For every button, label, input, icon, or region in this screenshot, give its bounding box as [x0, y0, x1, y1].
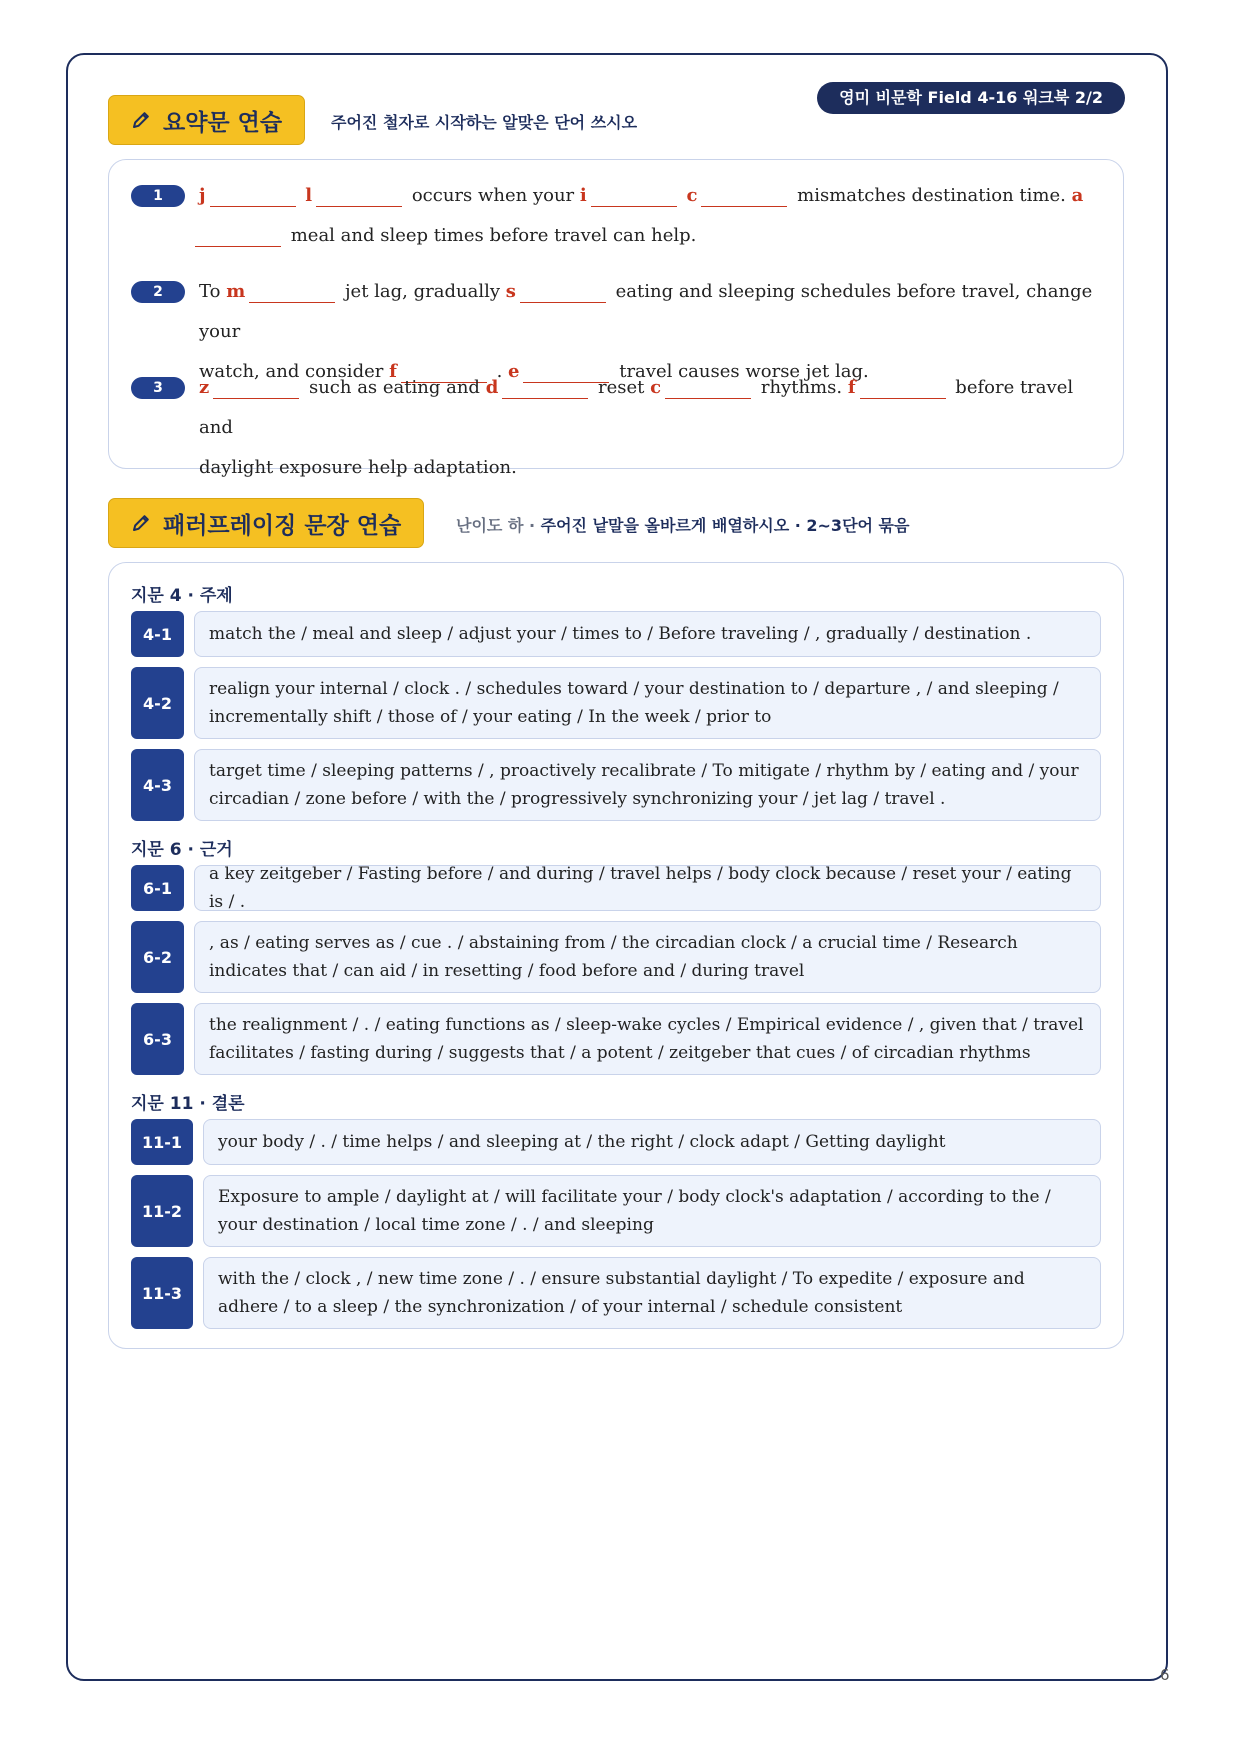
answer-blank[interactable] — [520, 278, 606, 303]
answer-blank[interactable] — [249, 278, 335, 303]
summary-item-1 — [131, 176, 1095, 256]
answer-blank[interactable] — [502, 374, 588, 399]
paraphrase-row — [131, 667, 1101, 739]
initial-letter: e — [508, 361, 520, 382]
initial-letter: a — [1071, 185, 1084, 206]
row-number-badge: 4-3 — [131, 749, 184, 821]
row-number-badge: 6-3 — [131, 1003, 184, 1075]
scrambled-sentence: , as / eating serves as / cue . / abstaining from / the circadian clock / a crucial time / Research indicates that / can aid / in resetting / food before and / during travel — [194, 921, 1101, 993]
row-number-badge: 4-2 — [131, 667, 184, 739]
summary-line — [199, 368, 1095, 448]
scrambled-sentence: realign your internal / clock . / schedules toward / your destination to / departure , / and sleeping / incrementally shift / those of / your eating / In the week / prior to — [194, 667, 1101, 739]
summary-section-title-text: 요약문 연습 — [163, 109, 283, 136]
scrambled-sentence: target time / sleeping patterns / , proactively recalibrate / To mitigate / rhythm by / eating and / your circadian / zone before / with the / progressively synchronizing your / jet lag / travel . — [194, 749, 1101, 821]
summary-text: mismatches destination time. — [797, 185, 1066, 206]
initial-letter: c — [650, 377, 662, 398]
paraphrase-row — [131, 1257, 1101, 1329]
initial-letter: d — [485, 377, 499, 398]
initial-letter: f — [389, 361, 397, 382]
summary-text: occurs when your — [411, 185, 575, 206]
paraphrase-row — [131, 1119, 1101, 1165]
summary-text: eating and sleeping schedules before travel, change your — [199, 281, 1093, 342]
answer-blank[interactable] — [591, 182, 677, 207]
summary-line — [199, 448, 1095, 488]
paraphrase-row — [131, 1175, 1101, 1247]
initial-letter: c — [686, 185, 698, 206]
initial-letter: z — [199, 377, 210, 398]
summary-text: rhythms. — [760, 377, 843, 398]
answer-blank[interactable] — [665, 374, 751, 399]
answer-blank[interactable] — [701, 182, 787, 207]
difficulty-label: 난이도 하 · — [456, 516, 536, 535]
passage-group-title: 지문 11 · 결론 — [131, 1094, 245, 1114]
initial-letter: i — [579, 185, 587, 206]
summary-text: meal and sleep times before travel can help. — [290, 225, 697, 246]
paraphrase-box — [108, 562, 1124, 1349]
summary-instruction: 주어진 철자로 시작하는 알맞은 단어 쓰시오 — [331, 113, 638, 132]
paraphrase-instruction-text: 주어진 낱말을 올바르게 배열하시오 · 2~3단어 묶음 — [540, 516, 910, 535]
summary-text: reset — [598, 377, 645, 398]
item-number-badge: 1 — [131, 185, 185, 207]
item-number-badge: 3 — [131, 377, 185, 399]
summary-text: jet lag, gradually — [344, 281, 500, 302]
passage-group-title: 지문 6 · 근거 — [131, 840, 233, 860]
paraphrase-row — [131, 1003, 1101, 1075]
answer-blank[interactable] — [210, 182, 296, 207]
summary-text: before travel and — [199, 377, 1074, 438]
initial-letter: l — [305, 185, 313, 206]
scrambled-sentence: the realignment / . / eating functions as / sleep-wake cycles / Empirical evidence / , given that / travel facilitates / fasting during / suggests that / a potent / zeitgeber that cues / of circadian rhythms — [194, 1003, 1101, 1075]
answer-blank[interactable] — [195, 222, 281, 247]
scrambled-sentence: match the / meal and sleep / adjust your / times to / Before traveling / , gradually / destination . — [194, 611, 1101, 657]
initial-letter: j — [199, 185, 206, 206]
pencil-icon — [131, 110, 151, 130]
summary-text: . — [496, 361, 503, 382]
row-number-badge: 11-1 — [131, 1119, 193, 1165]
row-number-badge: 11-2 — [131, 1175, 193, 1247]
answer-blank[interactable] — [316, 182, 402, 207]
page-number: 6 — [1160, 1666, 1170, 1684]
summary-section-title — [108, 95, 305, 145]
passage-group-title: 지문 4 · 주제 — [131, 586, 233, 606]
summary-text: travel causes worse jet lag. — [619, 361, 869, 382]
scrambled-sentence: a key zeitgeber / Fasting before / and during / travel helps / body clock because / reset your / eating is / . — [194, 865, 1101, 911]
item-number-badge: 2 — [131, 281, 185, 303]
summary-box — [108, 159, 1124, 478]
scrambled-sentence: Exposure to ample / daylight at / will facilitate your / body clock's adaptation / according to the / your destination / local time zone / . / and sleeping — [203, 1175, 1101, 1247]
summary-text: daylight exposure help adaptation. — [199, 457, 517, 478]
row-number-badge: 11-3 — [131, 1257, 193, 1329]
scrambled-sentence: your body / . / time helps / and sleeping at / the right / clock adapt / Getting daylight — [203, 1119, 1101, 1165]
summary-line — [199, 272, 1095, 352]
summary-item-3 — [131, 368, 1095, 488]
summary-line — [191, 216, 1095, 256]
scrambled-sentence: with the / clock , / new time zone / . / ensure substantial daylight / To expedite / exposure and adhere / to a sleep / the synchronization / of your internal / schedule consistent — [203, 1257, 1101, 1329]
paraphrase-instruction — [456, 513, 909, 536]
row-number-badge: 6-1 — [131, 865, 184, 911]
initial-letter: f — [847, 377, 856, 398]
initial-letter: s — [505, 281, 516, 302]
pencil-icon — [131, 513, 151, 533]
row-number-badge: 4-1 — [131, 611, 184, 657]
answer-blank[interactable] — [860, 374, 946, 399]
row-number-badge: 6-2 — [131, 921, 184, 993]
answer-blank[interactable] — [213, 374, 299, 399]
summary-text: such as eating and — [308, 377, 480, 398]
summary-text: watch, and consider — [199, 361, 384, 382]
workbook-badge: 영미 비문학 Field 4-16 워크북 2/2 — [817, 82, 1125, 114]
paraphrase-row — [131, 921, 1101, 993]
paraphrase-row — [131, 749, 1101, 821]
paraphrase-section-title-text: 패러프레이징 문장 연습 — [163, 512, 402, 539]
paraphrase-row — [131, 865, 1101, 911]
summary-line — [199, 176, 1095, 216]
initial-letter: m — [226, 281, 246, 302]
summary-text: To — [199, 281, 221, 302]
paraphrase-section-title — [108, 498, 424, 548]
paraphrase-row — [131, 611, 1101, 657]
